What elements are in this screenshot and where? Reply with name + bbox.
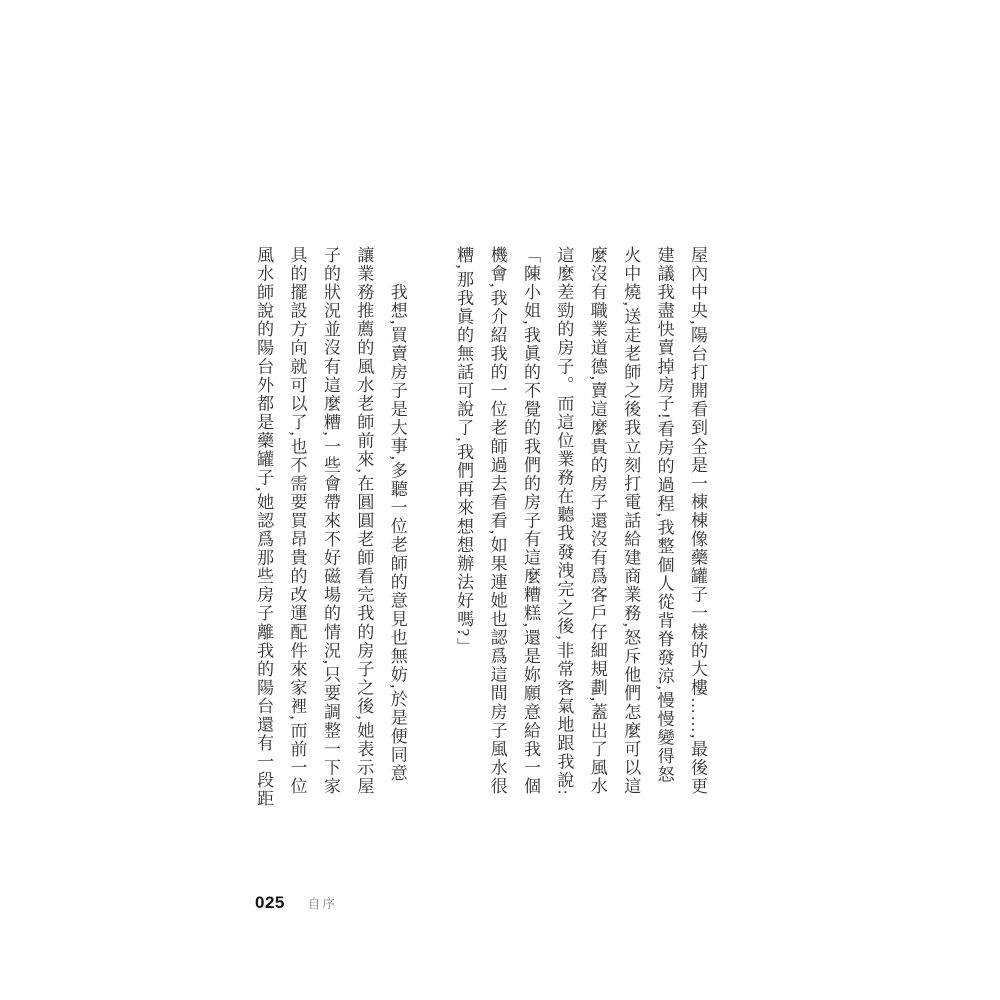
footer	[255, 893, 337, 913]
text-column: 機會,我介紹我的一位老師過去看看,如果連她也認爲這間房子風水很	[487, 246, 507, 796]
section-title: 自序	[307, 897, 337, 911]
text-column: 具的擺設方向就可以了,也不需要買昂貴的改運配件來家裡,而前一位	[287, 246, 307, 796]
text-column: 子的狀況並沒有這麼糟,一些會帶來不好磁場的情況,只要調整一下家	[320, 246, 340, 796]
text-column: 「陳小姐,我眞的不覺的我們的房子有這麼糟糕,還是妳願意給我一個	[520, 246, 540, 796]
text-column: 糟,那我眞的無話可說了,我們再來想想辦法好嗎?」	[454, 246, 474, 657]
text-column: 讓業務推薦的風水老師前來,在圓圓老師看完我的房子之後,她表示屋	[354, 246, 374, 796]
text-column: 這麼差勁的房子。而這位業務在聽我發洩完之後,非常客氣地跟我說:	[554, 246, 574, 797]
main-text-block	[247, 246, 714, 831]
page-number: 025	[255, 893, 285, 912]
text-column: 麼沒有職業道德,賣這麼貴的房子還沒有爲客戶仔細規劃,蓋出了風水	[587, 246, 607, 796]
text-column: 火中燒,送走老師之後我立刻打電話給建商業務,怒斥他們怎麼可以這	[621, 246, 641, 796]
text-column: 我想,買賣房子是大事,多聽一位老師的意見也無妨,於是便同意	[387, 283, 407, 783]
text-column: 建議我盡快賣掉房子!看房的過程,我整個人從背脊發涼,慢慢變得怒	[654, 246, 674, 785]
text-column: 屋內中央,陽台打開看到全是一棟棟像藥罐子一樣的大樓……,最後更	[688, 246, 707, 796]
text-column: 風水師說的陽台外都是藥罐子,她認爲那些房子離我的陽台還有一段距	[254, 246, 274, 809]
